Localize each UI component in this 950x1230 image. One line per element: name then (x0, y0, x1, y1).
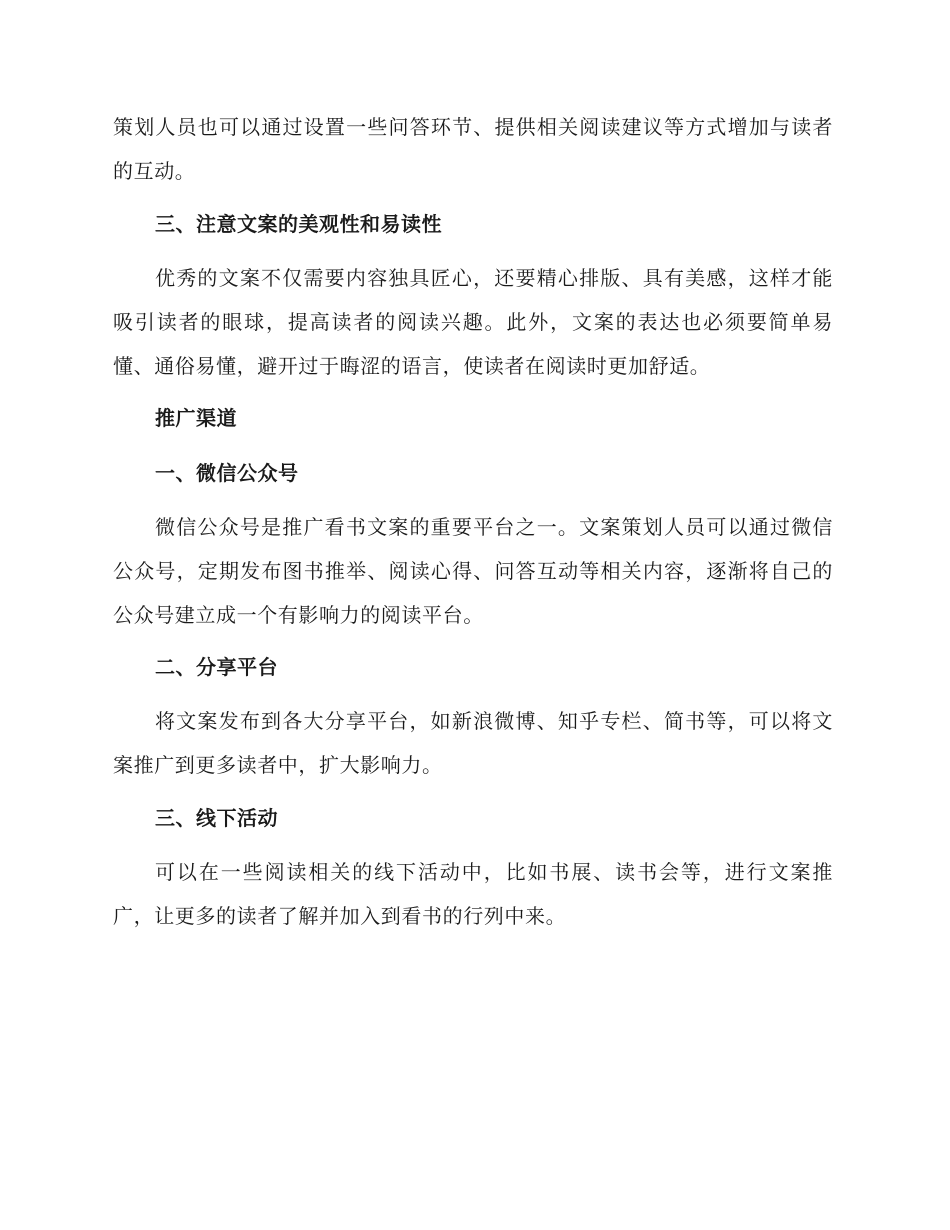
paragraph-reader-interaction: 策划人员也可以通过设置一些问答环节、提供相关阅读建议等方式增加与读者的互动。 (113, 115, 833, 183)
paragraph-sharing: 将文案发布到各大分享平台，如新浪微博、知乎专栏、简书等，可以将文案推广到更多读者中，扩大影响力。 (113, 709, 833, 777)
heading-offline-activities: 三、线下活动 (155, 806, 278, 830)
heading-sharing-platforms: 二、分享平台 (155, 655, 278, 679)
paragraph-aesthetics: 优秀的文案不仅需要内容独具匠心，还要精心排版、具有美感，这样才能吸引读者的眼球，提高读者的阅读兴趣。此外，文案的表达也必须要简单易懂、通俗易懂，避开过于晦涩的语言，使读者在阅读时更加舒适。 (113, 266, 833, 378)
heading-promotion-channels: 推广渠道 (155, 406, 237, 430)
paragraph-offline: 可以在一些阅读相关的线下活动中，比如书展、读书会等，进行文案推广，让更多的读者了解并加入到看书的行列中来。 (113, 860, 833, 928)
heading-wechat-official-account: 一、微信公众号 (155, 461, 299, 485)
heading-aesthetics-readability: 三、注意文案的美观性和易读性 (155, 212, 442, 236)
paragraph-wechat: 微信公众号是推广看书文案的重要平台之一。文案策划人员可以通过微信公众号，定期发布图书推举、阅读心得、问答互动等相关内容，逐渐将自己的公众号建立成一个有影响力的阅读平台。 (113, 515, 833, 627)
